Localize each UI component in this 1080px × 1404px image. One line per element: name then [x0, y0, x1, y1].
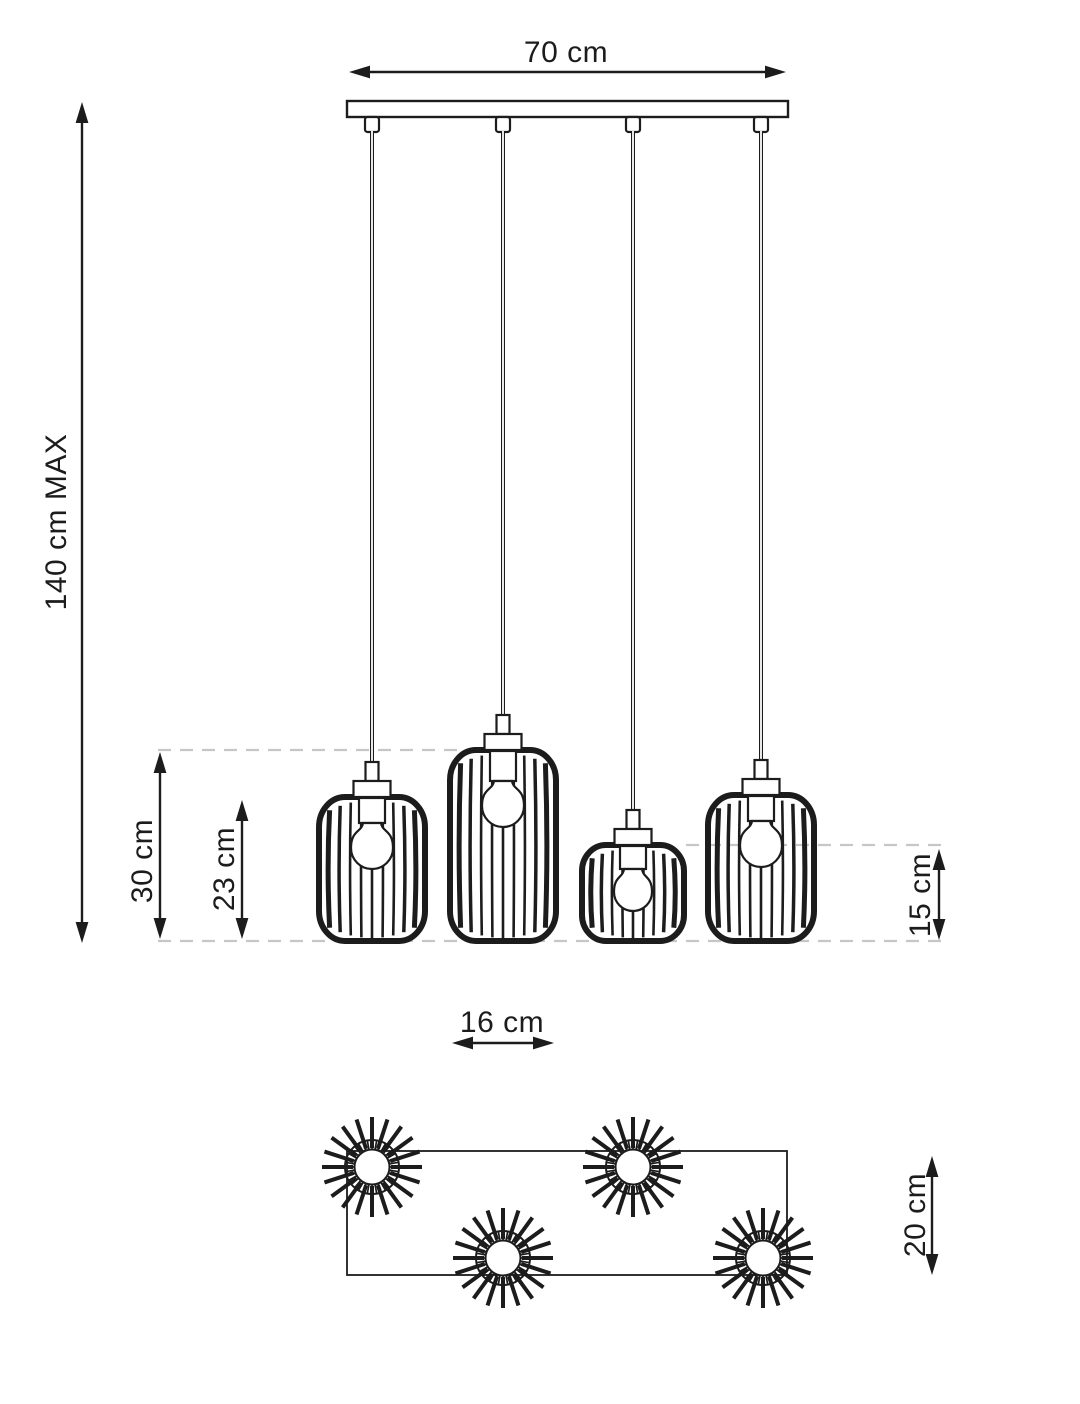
lamp-shade-4-rib: [728, 804, 729, 932]
lamp-shade-3-rib: [591, 858, 592, 928]
sunburst-icon-3: [583, 1117, 683, 1217]
lamp-shade-1-rib: [393, 803, 394, 936]
lamp-shade-3-rib: [674, 858, 675, 928]
lamp-shade-4-rib: [803, 808, 804, 928]
dimension-label-tall-shade: 30 cm: [126, 818, 159, 904]
lamp-shade-2-rib: [545, 763, 546, 928]
lamp-shade-3-rib: [653, 851, 654, 936]
dimension-label-max-height: 140 cm MAX: [40, 433, 73, 611]
lamp-shade-1-rib: [350, 803, 351, 936]
lamp-shade-1-rib: [414, 810, 415, 928]
guide-lines-layer: [158, 750, 941, 941]
pendant-1-hanger: [365, 117, 379, 132]
sunburst-icon-1: [322, 1117, 422, 1217]
bulb-socket-3: [620, 846, 646, 869]
dimension-arrowhead: [349, 66, 370, 79]
dimension-label-small-shade: 15 cm: [904, 852, 937, 938]
sunburst-inner-ring: [746, 1241, 781, 1276]
lamp-shade-2-rib: [524, 756, 525, 936]
pendant-4-strain-relief: [755, 760, 768, 779]
bulb-icon-3: [614, 869, 652, 911]
lamp-shade-2-rib: [535, 759, 536, 932]
bulb-socket-4: [748, 796, 774, 821]
pendant-2-socket-cap: [485, 734, 522, 750]
lamp-shade-1-rib: [328, 810, 329, 928]
dimension-arrowhead: [236, 918, 249, 939]
dimension-label-medium-shade: 23 cm: [208, 826, 241, 912]
pendant-1: [319, 117, 425, 941]
pendant-1-strain-relief: [366, 762, 379, 781]
lamp-shade-4-rib: [793, 804, 794, 932]
pendant-2-hanger: [496, 117, 510, 132]
dimension-arrowhead: [154, 918, 167, 939]
lamp-shade-2-rib: [481, 756, 482, 936]
lamp-shade-4-rib: [739, 801, 740, 936]
bulb-icon-4: [740, 821, 782, 867]
top-view-layer: [322, 1117, 813, 1308]
pendants-layer: [319, 117, 814, 941]
dimension-arrowhead: [154, 752, 167, 773]
lamp-shade-4-rib: [782, 801, 783, 936]
pendant-2-strain-relief: [497, 715, 510, 734]
dimension-arrows-layer: [76, 66, 946, 1275]
sunburst-inner-ring: [355, 1150, 390, 1185]
lamp-shade-1-rib: [404, 806, 405, 932]
lamp-shade-4-rib: [717, 808, 718, 928]
pendant-4-socket-cap: [743, 779, 780, 795]
lamp-shade-1-rib: [339, 806, 340, 932]
lamp-shade-2-rib: [459, 763, 460, 928]
sunburst-inner-ring: [486, 1241, 521, 1276]
pendant-3-socket-cap: [615, 829, 652, 845]
dimension-label-canopy-depth: 20 cm: [899, 1172, 932, 1258]
pendant-4: [708, 117, 814, 941]
pendant-3-hanger: [626, 117, 640, 132]
lamp-shade-2-rib: [470, 759, 471, 932]
dimension-arrowhead: [76, 102, 89, 123]
ceiling-bar: [347, 101, 788, 117]
dimension-arrowhead: [765, 66, 786, 79]
bulb-socket-2: [490, 751, 516, 781]
bulb-icon-1: [351, 823, 393, 869]
lamp-shade-3-rib: [601, 854, 602, 932]
pendant-4-hanger: [754, 117, 768, 132]
pendant-3: [582, 117, 684, 941]
top-view-shades-layer: [322, 1117, 813, 1308]
dimension-arrowhead: [236, 800, 249, 821]
dimension-label-canopy-width: 70 cm: [523, 36, 609, 69]
sunburst-inner-ring: [616, 1150, 651, 1185]
lamp-shade-3-rib: [612, 851, 613, 936]
lamp-shade-3-rib: [664, 854, 665, 932]
bulb-icon-2: [482, 781, 524, 827]
pendant-1-socket-cap: [354, 781, 391, 797]
pendant-3-strain-relief: [627, 810, 640, 829]
bulb-socket-1: [359, 798, 385, 823]
pendant-2: [450, 117, 556, 941]
dimension-label-shade-diameter: 16 cm: [459, 1006, 545, 1039]
dimension-arrowhead: [76, 922, 89, 943]
dimension-arrow-max-height: [76, 102, 89, 943]
sunburst-icon-2: [453, 1208, 553, 1308]
dimension-labels-layer: [40, 36, 937, 1257]
sunburst-icon-4: [713, 1208, 813, 1308]
